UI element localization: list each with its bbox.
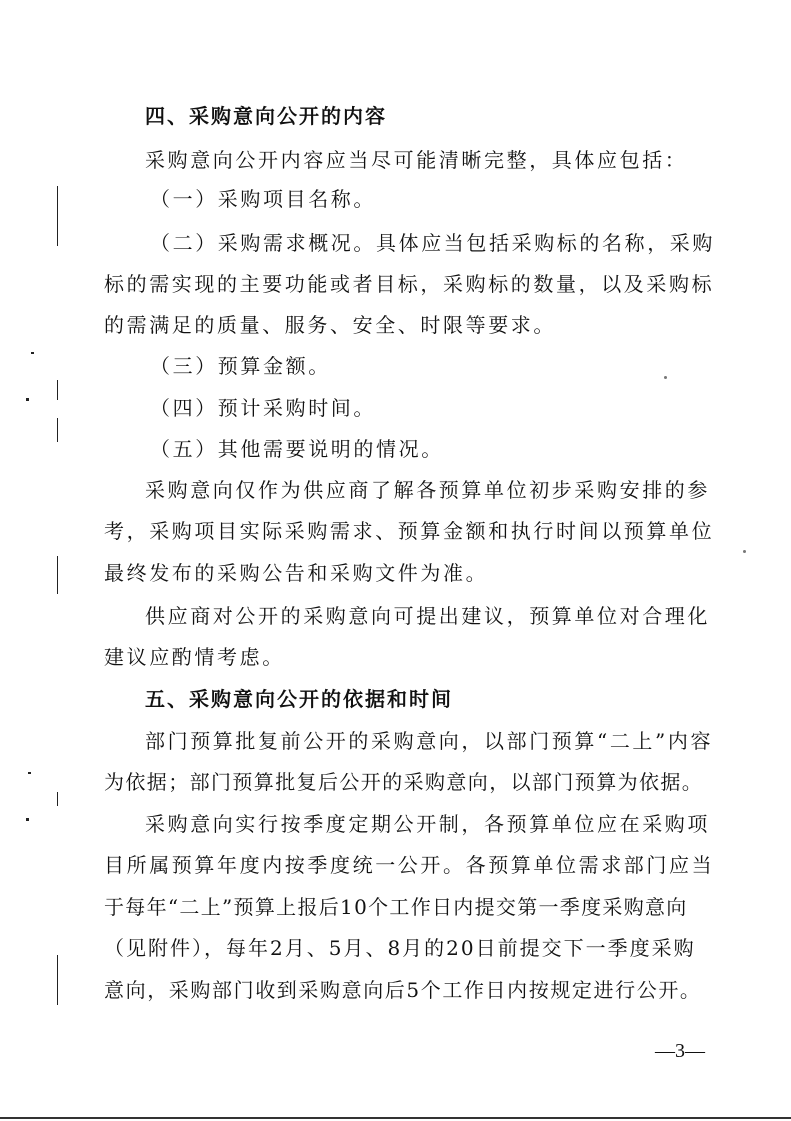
margin-mark — [57, 792, 58, 806]
paragraph-line: 标的需实现的主要功能或者目标，采购标的数量，以及采购标 — [104, 272, 715, 296]
margin-mark — [26, 398, 29, 401]
paragraph-line: 最终发布的采购公告和采购文件为准。 — [104, 561, 489, 585]
margin-mark — [28, 772, 31, 774]
margin-mark — [57, 556, 58, 594]
paragraph-line: 意向，采购部门收到采购意向后5个工作日内按规定进行公开。 — [104, 978, 702, 1002]
list-item-2: （二）采购需求概况。具体应当包括采购标的名称，采购 — [150, 231, 715, 255]
paragraph-line: 于每年“二上”预算上报后10个工作日内提交第一季度采购意向 — [104, 895, 688, 919]
paragraph-line: 采购意向公开内容应当尽可能清晰完整，具体应包括： — [145, 148, 688, 172]
section-heading-4: 四、采购意向公开的内容 — [145, 104, 387, 128]
paragraph-line: 供应商对公开的采购意向可提出建议，预算单位对合理化 — [145, 604, 710, 628]
paragraph-line: 采购意向实行按季度定期公开制，各预算单位应在采购项 — [145, 812, 710, 836]
margin-mark — [57, 380, 58, 400]
list-item-1: （一）采购项目名称。 — [150, 187, 376, 211]
paragraph-line: 的需满足的质量、服务、安全、时限等要求。 — [104, 313, 556, 337]
paragraph-line: 目所属预算年度内按季度统一公开。各预算单位需求部门应当 — [104, 853, 715, 877]
scan-speck — [664, 376, 667, 379]
section-heading-5: 五、采购意向公开的依据和时间 — [145, 687, 453, 711]
scan-speck — [743, 550, 746, 553]
list-item-4: （四）预计采购时间。 — [150, 396, 376, 420]
paragraph-line: 考，采购项目实际采购需求、预算金额和执行时间以预算单位 — [104, 519, 715, 543]
margin-mark — [31, 352, 34, 354]
page-number: —3— — [655, 1040, 705, 1062]
list-item-5: （五）其他需要说明的情况。 — [150, 437, 444, 461]
paragraph-line: （见附件），每年2月、5月、8月的20日前提交下一季度采购 — [104, 936, 696, 960]
page-bottom-edge — [0, 1117, 791, 1119]
margin-mark — [57, 186, 58, 246]
margin-mark — [26, 818, 29, 821]
paragraph-line: 为依据；部门预算批复后公开的采购意向，以部门预算为依据。 — [104, 770, 704, 794]
margin-mark — [57, 418, 58, 442]
list-item-3: （三）预算金额。 — [150, 354, 331, 378]
paragraph-line: 建议应酌情考虑。 — [104, 645, 285, 669]
paragraph-line: 部门预算批复前公开的采购意向，以部门预算“二上”内容 — [145, 729, 714, 753]
margin-mark — [57, 955, 58, 1005]
paragraph-line: 采购意向仅作为供应商了解各预算单位初步采购安排的参 — [145, 478, 710, 502]
